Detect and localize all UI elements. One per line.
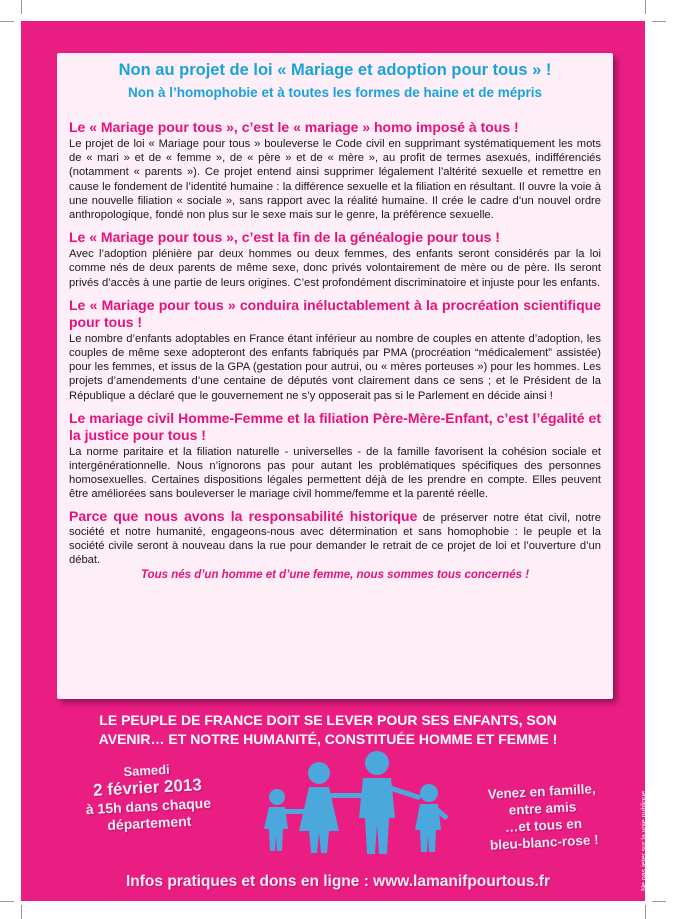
- section-responsibility: [69, 509, 601, 568]
- crop-mark: [0, 21, 14, 22]
- section-equality: [69, 410, 601, 502]
- crop-mark: [21, 905, 22, 919]
- event-time: à 15h dans chaque: [85, 794, 212, 818]
- section-genealogy: [69, 229, 601, 290]
- invite-line: entre amis: [508, 799, 577, 818]
- text-card: [57, 53, 613, 699]
- flyer: [21, 21, 648, 901]
- section-body: [69, 509, 601, 568]
- crop-mark: [652, 21, 666, 22]
- section-identity: [69, 119, 601, 222]
- event-date: 2 février 2013: [92, 775, 203, 800]
- section-heading: Le mariage civil Homme-Femme et la filiation Père-Mère-Enfant, c’est l’égalité et la justice pour tous !: [69, 409, 601, 443]
- section-text: de préserver notre état civil, notre société et notre humanité, engageons-nous avec détermination et sans homophobie : le peuple et la société civile seront à nouveau dans la rue pour demander le retrait de ce projet de loi et l’ouverture d’un débat.: [69, 511, 601, 567]
- invite-note: [471, 779, 614, 854]
- closing-line: Tous nés d’un homme et d’une femme, nous sommes tous concernés !: [140, 569, 530, 582]
- crop-mark: [0, 901, 14, 902]
- event-place: département: [106, 812, 192, 834]
- family-illustration-icon: [249, 745, 459, 855]
- section-procreation: [69, 297, 601, 403]
- page-title: Non au projet de loi « Mariage et adoption pour tous » !: [118, 61, 552, 79]
- section-body: Le nombre d’enfants adoptables en France étant inférieur au nombre de couples en attente d’adoption, les couples de même sexe adopteront des enfants fabriqués par PMA (procréation “médicalement” assistée) pour les femmes, et issus de la GPA (gestation pour autrui, ou « mères porteuses ») pour les hommes. Les projets d’amendements d’une centaine de députés vont clairement dans ce sens ; et le Président de la République a déclaré que le gouvernement ne s’y opposerait pas si le Parlement en décide ainsi !: [69, 332, 601, 402]
- invite-line: bleu-blanc-rose !: [489, 832, 600, 853]
- invite-line: Venez en famille,: [487, 781, 596, 802]
- crop-mark: [645, 0, 646, 14]
- page-subtitle: Non à l’homophobie et à toutes les formes de haine et de mépris: [127, 85, 543, 100]
- section-heading: Le « Mariage pour tous » conduira inéluctablement à la procréation scientifique pour tous !: [69, 296, 601, 330]
- footer-info: Infos pratiques et dons en ligne : www.lamanifpourtous.fr: [126, 873, 550, 890]
- crop-mark: [645, 905, 646, 919]
- section-heading: Le « Mariage pour tous », c’est le « mariage » homo imposé à tous !: [69, 119, 519, 135]
- section-heading: Le « Mariage pour tous », c’est la fin de la généalogie pour tous !: [69, 229, 500, 246]
- section-body: Le projet de loi « Mariage pour tous » bouleverse le Code civil en supprimant systématiquement les mots de « mari » et de « femme », de « père » et de « mère », au profit de termes asexués, indifférenciés (notamment « parents »). Ce projet entend ainsi supprimer légalement l’altérité sexuelle et remettre en cause le fondement de l’identité humaine : la différence sexuelle et la filiation en résultant. Il ouvre la voie à une nouvelle filiation « sociale », sans rapport avec la réalité humaine. Il crée le cadre d’un nouvel ordre anthropologique, fondé non plus sur le sexe mais sur le genre, la préférence sexuelle.: [69, 138, 601, 222]
- card-content: [69, 119, 601, 581]
- call-line: LE PEUPLE DE FRANCE DOIT SE LEVER POUR SES ENFANTS, SON: [99, 712, 557, 728]
- invite-line: …et tous en: [504, 815, 583, 836]
- vertical-note: Ne pas jeter sur la voie publique: [641, 790, 648, 891]
- section-body: Avec l’adoption plénière par deux hommes ou deux femmes, des enfants seront considérés par la loi comme nés de deux parents de même sexe, donc privés volontairement de mère ou de père. Ils seront privés d’accès à une partie de leurs origines. C’est profondément discriminatoire et injuste pour les enfants.: [69, 248, 601, 289]
- call-to-action: [41, 711, 615, 749]
- crop-mark: [652, 901, 666, 902]
- section-body: La norme paritaire et la filiation naturelle - universelles - de la famille favorisent la cohésion sociale et intergénérationnelle. Nous n’ignorons pas pour autant les problématiques spécifiques des personnes homosexuelles. Certaines dispositions légales permettent déjà de les prendre en compte. Elles peuvent être améliorées sans bouleverser le mariage civil homme/femme et la parenté réelle.: [69, 445, 601, 501]
- event-info: [71, 759, 224, 836]
- event-day: Samedi: [123, 761, 171, 780]
- section-heading: Parce que nous avons la responsabilité historique: [69, 507, 418, 524]
- call-line: AVENIR… ET NOTRE HUMANITÉ, CONSTITUÉE HOMME ET FEMME !: [98, 731, 558, 747]
- crop-mark: [21, 0, 22, 14]
